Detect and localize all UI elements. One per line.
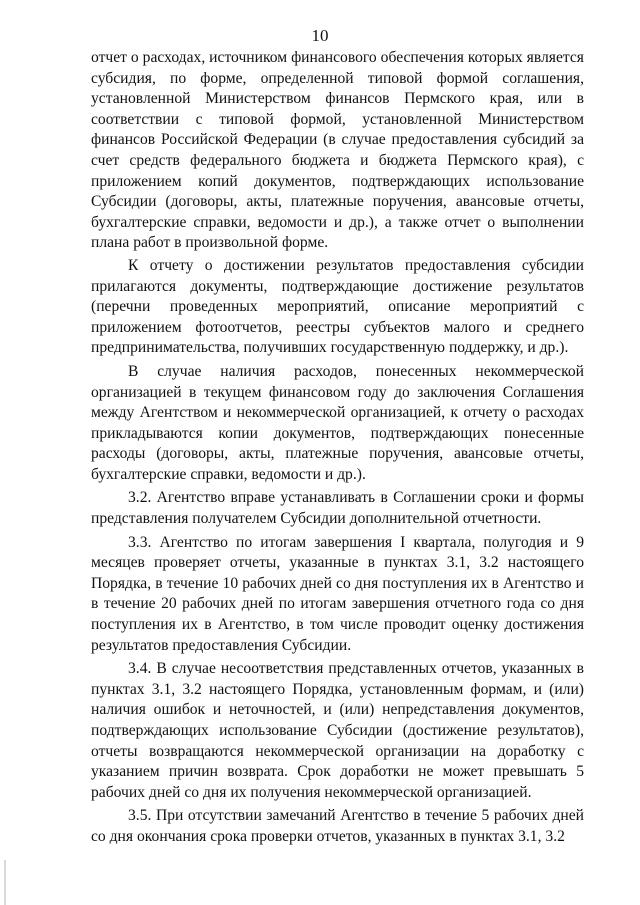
paragraph-clause-3-4: 3.4. В случае несоответствия представленных отчетов, указанных в пунктах 3.1, 3.2 настоящего Порядка, установленным формам, и (или) наличия ошибок и неточностей, и (или) непредставления документов, подтверждающих использование Субсидии (достижение результатов), отчеты возвращаются некоммерческой организации на доработку с указанием причин возврата. Срок доработки не может превышать 5 рабочих дней со дня их получения некоммерческой организацией. [91,660,584,801]
paragraph-clause-3-5: 3.5. При отсутствии замечаний Агентство в течение 5 рабочих дней со дня окончания срока проверки отчетов, указанных в пунктах 3.1, 3.2 [91,807,584,845]
paragraph-results-documents: К отчету о достижении результатов предоставления субсидии прилагаются документы, подтверждающие достижение результатов (перечни проведенных мероприятий, описание мероприятий с приложением фотоотчетов, реестры субъектов малого и среднего предпринимательства, получивших государственную поддержку, и др.). [91,256,584,357]
paragraph-report-requirements: отчет о расходах, источником финансового обеспечения которых является субсидия, по форме, определенной типовой формой соглашения, установленной Министерством финансов Пермского края, или в соответствии с типовой формой, установленной Министерством финансов Российской Федерации (в случае предоставления субсидий за счет средств федерального бюджета и бюджета Пермского края), с приложением копий документов, подтверждающих использование Субсидии (договоры, акты, платежные поручения, авансовые отчеты, бухгалтерские справки, ведомости и др.), а также отчет о выполнении плана работ в произвольной форме. [91,49,584,252]
paragraph-clause-3-3: 3.3. Агентство по итогам завершения I квартала, полугодия и 9 месяцев проверяет отчеты, указанные в пунктах 3.1, 3.2 настоящего Порядка, в течение 10 рабочих дней со дня поступления их в Агентство и в течение 20 рабочих дней по итогам завершения отчетного года со дня поступления их в Агентство, в том числе проводит оценку достижения результатов предоставления Субсидии. [91,533,584,654]
page-number: 10 [311,26,329,45]
paragraph-clause-3-2: 3.2. Агентство вправе устанавливать в Соглашении сроки и формы представления получателем Субсидии дополнительной отчетности. [91,489,584,528]
document-body [91,48,584,848]
paragraph-prior-expenses: В случае наличия расходов, понесенных некоммерческой организацией в текущем финансовом году до заключения Соглашения между Агентством и некоммерческой организацией, к отчету о расходах прикладываются копии документов, подтверждающих понесенные расходы (договоры, акты, платежные поручения, авансовые отчеты, бухгалтерские справки, ведомости и др.). [91,362,584,483]
scan-edge-mark [4,860,6,905]
